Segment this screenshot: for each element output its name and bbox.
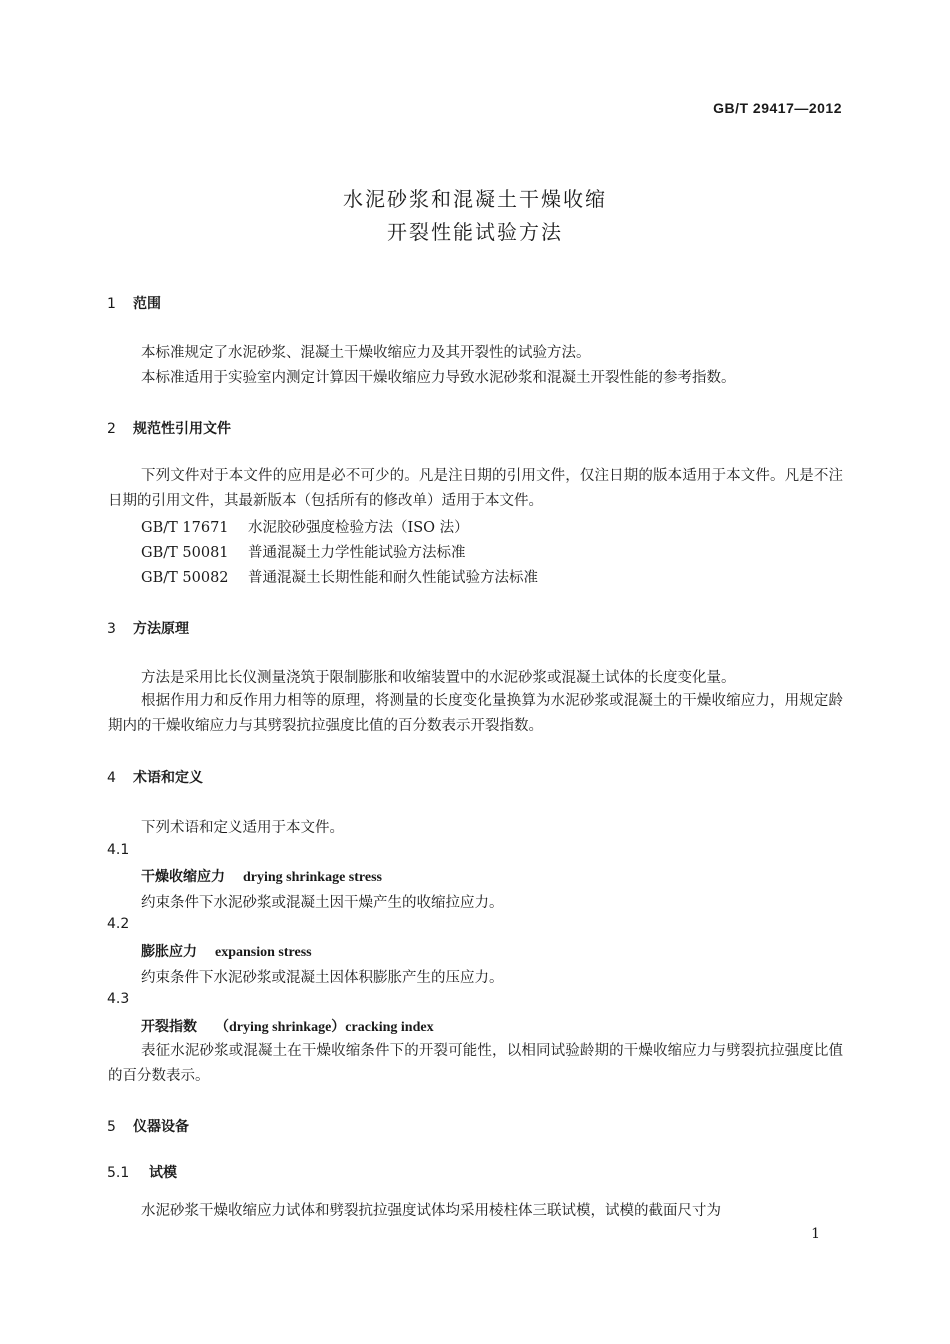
reference-title: 普通混凝土长期性能和耐久性能试验方法标准 <box>248 570 538 586</box>
paragraph: 方法是采用比长仪测量浇筑于限制膨胀和收缩装置中的水泥砂浆或混凝土试体的长度变化量。 <box>141 670 736 686</box>
standard-number: GB/T 29417—2012 <box>713 100 842 116</box>
reference-item <box>141 541 466 562</box>
section-3-heading <box>107 618 189 638</box>
section-title: 仪器设备 <box>133 1119 189 1135</box>
term-english: drying shrinkage stress <box>243 870 382 885</box>
term-definition: 表征水泥砂浆或混凝土在干燥收缩条件下的开裂可能性，以相同试验龄期的干燥收缩应力与劈裂抗拉强度比值的百分数表示。 <box>108 1043 843 1084</box>
term-heading <box>141 866 382 886</box>
section-1-heading <box>107 293 161 313</box>
section-5-heading <box>107 1116 189 1136</box>
document-title-line1: 水泥砂浆和混凝土干燥收缩 <box>343 187 607 211</box>
term-chinese: 开裂指数 <box>141 1019 197 1035</box>
paragraph: 下列术语和定义适用于本文件。 <box>141 820 344 836</box>
reference-item <box>141 516 469 537</box>
term-number: 4.2 <box>107 916 130 932</box>
term-chinese: 膨胀应力 <box>141 944 197 960</box>
reference-title: 水泥胶砂强度检验方法（ISO 法） <box>248 520 469 536</box>
section-number: 3 <box>107 621 116 637</box>
term-definition: 约束条件下水泥砂浆或混凝土因干燥产生的收缩拉应力。 <box>141 895 504 911</box>
page-number: 1 <box>811 1226 820 1242</box>
term-number: 4.3 <box>107 991 130 1007</box>
section-title: 方法原理 <box>133 621 189 637</box>
document-title-line2: 开裂性能试验方法 <box>387 220 563 244</box>
paragraph: 水泥砂浆干燥收缩应力试体和劈裂抗拉强度试体均采用棱柱体三联试模，试模的截面尺寸为 <box>141 1203 721 1219</box>
section-title: 范围 <box>133 296 161 312</box>
term-chinese: 干燥收缩应力 <box>141 869 225 885</box>
term-heading <box>141 941 312 961</box>
subsection-title: 试模 <box>149 1165 177 1181</box>
section-number: 2 <box>107 421 116 437</box>
reference-title: 普通混凝土力学性能试验方法标准 <box>248 545 466 561</box>
reference-code: GB/T 17671 <box>141 520 229 536</box>
paragraph: 本标准规定了水泥砂浆、混凝土干燥收缩应力及其开裂性的试验方法。 <box>141 345 591 361</box>
section-title: 术语和定义 <box>133 770 203 786</box>
section-number: 1 <box>107 296 116 312</box>
term-heading <box>141 1016 434 1036</box>
term-english: expansion stress <box>215 945 312 960</box>
section-2-heading <box>107 418 231 438</box>
section-number: 4 <box>107 770 116 786</box>
subsection-number: 5.1 <box>107 1165 130 1181</box>
reference-item <box>141 566 538 587</box>
section-4-heading <box>107 767 203 787</box>
paragraph: 本标准适用于实验室内测定计算因干燥收缩应力导致水泥砂浆和混凝土开裂性能的参考指数。 <box>141 370 736 386</box>
section-number: 5 <box>107 1119 116 1135</box>
paragraph: 下列文件对于本文件的应用是必不可少的。凡是注日期的引用文件，仅注日期的版本适用于本文件。凡是不注日期的引用文件，其最新版本（包括所有的修改单）适用于本文件。 <box>108 468 843 509</box>
term-english: （drying shrinkage）cracking index <box>215 1020 434 1035</box>
term-definition: 约束条件下水泥砂浆或混凝土因体积膨胀产生的压应力。 <box>141 970 504 986</box>
subsection-5-1-heading <box>107 1162 177 1182</box>
term-number: 4.1 <box>107 842 130 858</box>
reference-code: GB/T 50081 <box>141 545 229 561</box>
section-title: 规范性引用文件 <box>133 421 231 437</box>
reference-code: GB/T 50082 <box>141 570 229 586</box>
paragraph: 根据作用力和反作用力相等的原理，将测量的长度变化量换算为水泥砂浆或混凝土的干燥收缩应力，用规定龄期内的干燥收缩应力与其劈裂抗拉强度比值的百分数表示开裂指数。 <box>108 693 843 734</box>
